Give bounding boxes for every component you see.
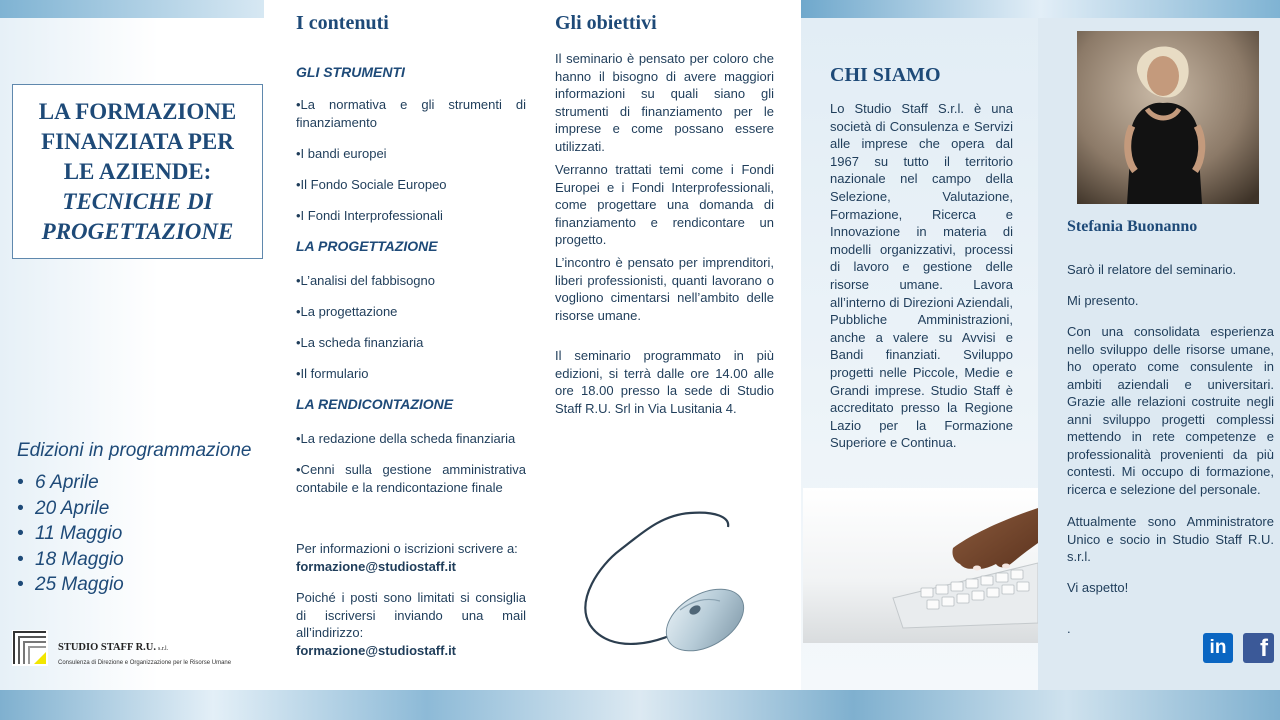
bio-paragraph: Con una consolidata esperienza nello sviluppo delle risorse umane, ho operato come consulente in ambiti aziendali e universitari. Grazie alle relazioni costruite negli anni sviluppo progetti complessi mettendo in rete competenze e professionalità provenienti da più contesti. Mi occupo di formazione, ricerca e selezione del personale.: [1067, 324, 1274, 497]
title-line-1: LA FORMAZIONE: [38, 98, 237, 124]
editions-list: [17, 470, 124, 598]
content-item: •La progettazione: [296, 304, 398, 319]
obiettivi-paragraph: Il seminario programmato in più edizioni, si terrà dalle ore 14.00 alle ore 18.00 presso la sede di Studio Staff R.U. Srl in Via Lusitania 4.: [555, 348, 774, 416]
content-item: •La scheda finanziaria: [296, 335, 424, 350]
content-item: •Cenni sulla gestione amministrativa contabile e la rendicontazione finale: [296, 462, 526, 495]
brochure-title-box: [12, 84, 263, 259]
computer-mouse-illustration: [580, 505, 760, 665]
bullet: •: [17, 472, 24, 493]
chi-siamo-heading: CHI SIAMO: [830, 64, 941, 86]
bottom-band: [0, 690, 1280, 720]
bio-paragraph: Attualmente sono Amministratore Unico e socio in Studio Staff R.U. s.r.l.: [1067, 514, 1274, 564]
edition-date: 11 Maggio: [35, 523, 123, 544]
bullet: •: [17, 574, 24, 595]
content-item: •La normativa e gli strumenti di finanziamento: [296, 97, 526, 130]
edition-item: [17, 470, 124, 496]
bullet: •: [17, 523, 24, 544]
section-title-progettazione: LA PROGETTAZIONE: [296, 238, 438, 254]
chi-siamo-text: Lo Studio Staff S.r.l. è una società di Consulenza e Servizi alle imprese che opera dal 1967 su tutto il territorio nazionale nel campo della Selezione, Valutazione, Formazione, Ricerca e Innovazione in materia di modelli organizzativi, processi di lavoro e gestione delle risorse umane. Lavora all’interno di Direzioni Aziendali, Pubbliche Amministrazioni, anche a valere su Avvisi e Bandi finanziati. Sviluppo progetti nelle Piccole, Medie e Grandi imprese. Studio Staff è accreditato presso la Regione Lazio per la Formazione Superiore e Continua.: [830, 101, 1013, 451]
bio-paragraph: .: [1067, 621, 1071, 636]
bio-paragraph: Sarò il relatore del seminario.: [1067, 262, 1237, 277]
title-italic-line-1: TECNICHE DI: [62, 188, 213, 214]
section-title-strumenti: GLI STRUMENTI: [296, 64, 405, 80]
bullet: •: [17, 497, 24, 519]
info-text-2: Poiché i posti sono limitati si consiglia di iscriversi inviando una mail all’indirizzo:: [296, 590, 526, 640]
top-left-band: [0, 0, 264, 18]
section-title-rendicontazione: LA RENDICONTAZIONE: [296, 396, 454, 412]
logo-suffix: s.r.l.: [158, 646, 169, 652]
content-item: •L’analisi del fabbisogno: [296, 273, 435, 288]
logo-tagline: Consulenza di Direzione e Organizzazione per le Risorse Umane: [58, 660, 232, 666]
obiettivi-paragraph: Verranno trattati temi come i Fondi Europei e i Fondi Interprofessionali, come progettare una domanda di finanziamento e rendicontare un progetto.: [555, 162, 774, 247]
logo-name: STUDIO STAFF R.U.: [58, 642, 157, 653]
contact-email[interactable]: formazione@studiostaff.it: [296, 559, 457, 574]
obiettivi-paragraph: L’incontro è pensato per imprenditori, liberi professionisti, quanti lavorano o vogliono cimentarsi nell’ambito delle risorse umane.: [555, 255, 774, 323]
linkedin-icon[interactable]: in: [1203, 633, 1233, 663]
company-logo: [12, 630, 252, 670]
edition-item: [17, 496, 124, 522]
editions-heading: Edizioni in programmazione: [17, 440, 252, 461]
edition-date: 6 Aprile: [35, 472, 99, 493]
top-right-band: [801, 0, 1280, 18]
keyboard-typing-photo: [803, 488, 1038, 643]
bio-paragraph: Mi presento.: [1067, 293, 1139, 308]
title-line-2: FINANZIATA PER: [41, 128, 234, 154]
speaker-name: Stefania Buonanno: [1067, 218, 1198, 235]
contenuti-heading: I contenuti: [296, 12, 389, 34]
content-item: •Il formulario: [296, 366, 369, 381]
content-item: •Il Fondo Sociale Europeo: [296, 177, 447, 192]
edition-date: 18 Maggio: [35, 548, 124, 570]
obiettivi-heading: Gli obiettivi: [555, 12, 657, 34]
edition-item: [17, 547, 124, 573]
edition-item: [17, 521, 124, 547]
edition-date: 20 Aprile: [35, 497, 110, 519]
studio-staff-logo-icon: [12, 630, 48, 666]
title-line-3: LE AZIENDE:: [63, 158, 212, 184]
contact-email-2[interactable]: formazione@studiostaff.it: [296, 643, 457, 658]
bio-paragraph: Vi aspetto!: [1067, 580, 1129, 595]
content-item: •La redazione della scheda finanziaria: [296, 431, 516, 446]
obiettivi-paragraph: Il seminario è pensato per coloro che hanno il bisogno di avere maggiori informazioni su quali siano gli strumenti di finanziamento per le imprese e come possano essere utilizzati.: [555, 51, 774, 154]
edition-date: 25 Maggio: [35, 574, 124, 595]
title-italic-line-2: PROGETTAZIONE: [41, 218, 234, 244]
content-item: •I Fondi Interprofessionali: [296, 208, 443, 223]
bullet: •: [17, 548, 24, 570]
content-item: •I bandi europei: [296, 146, 387, 161]
edition-item: [17, 572, 124, 598]
speaker-portrait-photo: [1077, 31, 1259, 204]
facebook-icon[interactable]: f: [1243, 633, 1274, 663]
info-text: Per informazioni o iscrizioni scrivere a:: [296, 541, 518, 556]
